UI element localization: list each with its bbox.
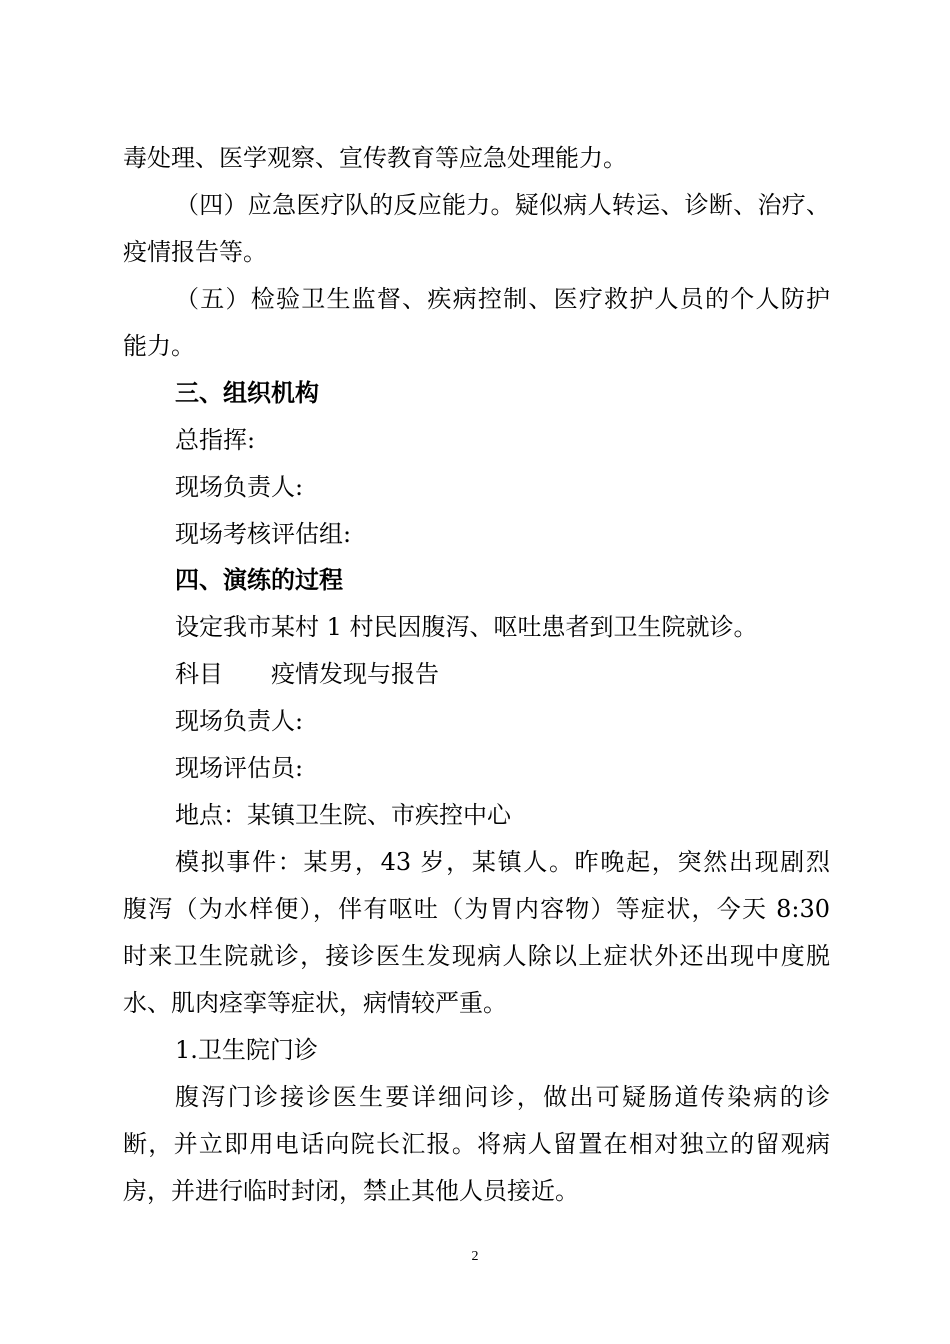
paragraph-line: 地点：某镇卫生院、市疾控中心 [175, 801, 511, 829]
paragraph-line: 现场考核评估组: [175, 520, 352, 548]
page-number: 2 [471, 1249, 479, 1264]
paragraph-line: 现场评估员: [175, 754, 304, 782]
paragraph-line: 腹泻（为水样便），伴有呕吐（为胃内容物）等症状，今天 8:30 [123, 895, 830, 923]
paragraph-line: 水、肌肉痉挛等症状，病情较严重。 [123, 989, 507, 1017]
paragraph-line: 能力。 [123, 332, 195, 360]
paragraph-line: 毒处理、医学观察、宣传教育等应急处理能力。 [123, 144, 627, 172]
paragraph-line: 时来卫生院就诊，接诊医生发现病人除以上症状外还出现中度脱 [123, 942, 830, 970]
section-heading: 四、演练的过程 [175, 566, 343, 594]
paragraph-line: 疫情报告等。 [123, 238, 267, 266]
subject-value: 疫情发现与报告 [271, 660, 439, 688]
paragraph-line: 现场负责人: [175, 707, 304, 735]
paragraph-line: 房，并进行临时封闭，禁止其他人员接近。 [123, 1177, 579, 1205]
paragraph-line: 设定我市某村 1 村民因腹泻、呕吐患者到卫生院就诊。 [175, 613, 758, 641]
paragraph-line: 模拟事件：某男，43 岁，某镇人。昨晚起，突然出现剧烈 [175, 848, 830, 876]
paragraph-line: （四）应急医疗队的反应能力。疑似病人转运、诊断、治疗、 [175, 191, 830, 219]
paragraph-line: （五）检验卫生监督、疾病控制、医疗救护人员的个人防护 [175, 285, 830, 313]
subject-line [175, 658, 830, 690]
paragraph-line: 断，并立即用电话向院长汇报。将病人留置在相对独立的留观病 [123, 1130, 830, 1158]
paragraph-line: 腹泻门诊接诊医生要详细问诊，做出可疑肠道传染病的诊 [175, 1083, 830, 1111]
subject-label: 科目 [175, 660, 223, 688]
subsection-heading: 1.卫生院门诊 [175, 1036, 318, 1064]
paragraph-line: 现场负责人: [175, 473, 304, 501]
section-heading: 三、组织机构 [175, 379, 319, 407]
paragraph-line: 总指挥: [175, 426, 256, 454]
